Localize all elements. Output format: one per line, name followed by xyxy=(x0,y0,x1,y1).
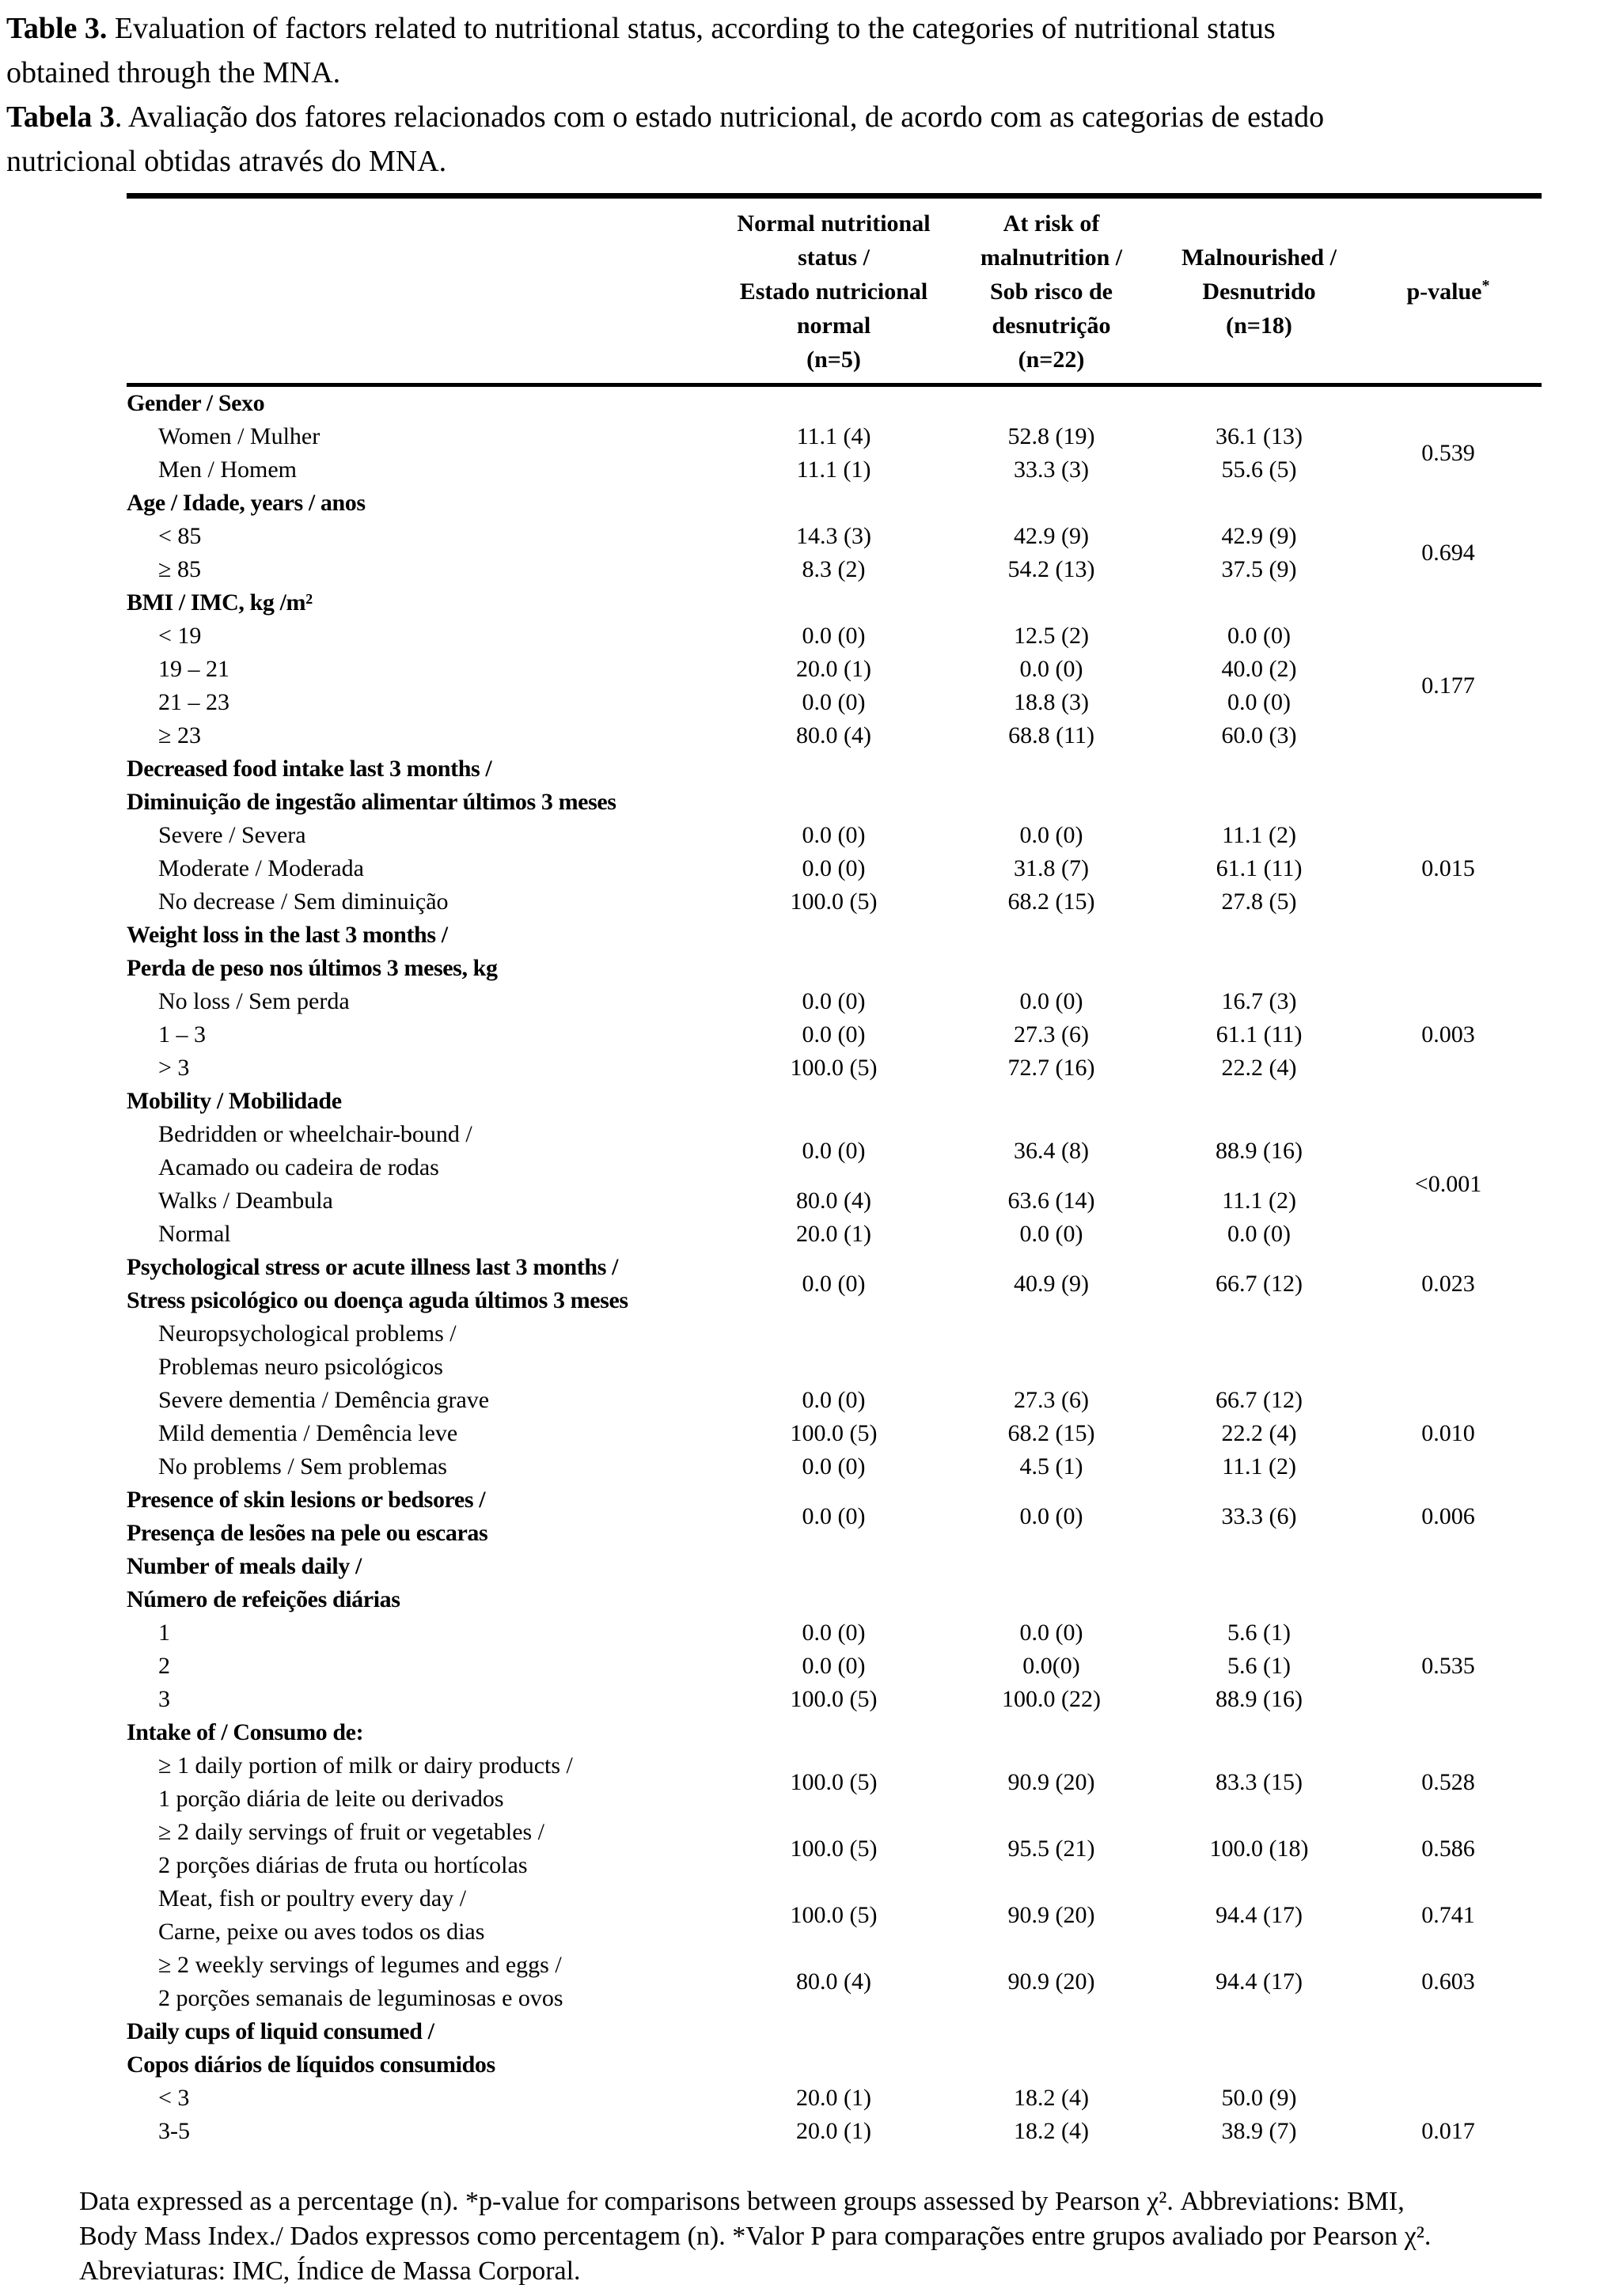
row-label xyxy=(127,1317,1542,1384)
row-label-line: ≥ 2 weekly servings of legumes and eggs / xyxy=(158,1952,562,1978)
value-cell: 4.5 (1) xyxy=(1019,1453,1083,1480)
table-row xyxy=(127,1417,1542,1450)
row-label xyxy=(127,520,728,553)
value-cell: 55.6 (5) xyxy=(1221,457,1297,483)
column-header xyxy=(1163,196,1355,385)
column-header-line: Normal nutritional xyxy=(737,210,931,237)
row-label xyxy=(127,1616,728,1650)
row-label-line: 2 porções diárias de fruta ou hortícolas xyxy=(158,1852,528,1878)
row-label xyxy=(127,1749,728,1816)
value-cell: 100.0 (5) xyxy=(790,888,878,915)
row-label-line: Severe / Severa xyxy=(158,822,306,848)
row-label xyxy=(127,885,728,919)
p-value-cell: 0.177 xyxy=(1421,673,1475,699)
row-label-line: Women / Mulher xyxy=(158,423,321,449)
value-cell: 0.0 (0) xyxy=(802,1021,866,1048)
p-value-cell: 0.539 xyxy=(1421,440,1475,466)
column-header-empty xyxy=(127,196,728,385)
footnote-line-3: Abreviaturas: IMC, Índice de Massa Corporal. xyxy=(79,2256,581,2286)
column-header-line: (n=5) xyxy=(806,347,861,373)
row-label xyxy=(127,1384,728,1417)
value-cell: 100.0 (5) xyxy=(790,1686,878,1712)
value-cell: 5.6 (1) xyxy=(1227,1620,1291,1646)
value-cell: 20.0 (1) xyxy=(796,1221,871,1247)
row-label-line: Men / Homem xyxy=(158,457,297,483)
value-cell: 37.5 (9) xyxy=(1221,556,1297,582)
row-label-line: Carne, peixe ou aves todos os dias xyxy=(158,1919,485,1945)
value-cell: 94.4 (17) xyxy=(1216,1968,1303,1995)
column-header-line: Desnutrido xyxy=(1202,278,1316,305)
row-label-line: Perda de peso nos últimos 3 meses, kg xyxy=(127,955,498,981)
column-header-line: normal xyxy=(796,313,871,339)
value-cell: 0.0 (0) xyxy=(802,1387,866,1413)
table-row xyxy=(127,420,1542,453)
row-label-line: BMI / IMC, kg /m² xyxy=(127,589,313,616)
value-cell: 8.3 (2) xyxy=(802,556,866,582)
table-row xyxy=(127,453,1542,487)
p-value-cell: 0.586 xyxy=(1421,1836,1475,1862)
value-cell: 68.2 (15) xyxy=(1007,1420,1095,1446)
value-cell: 0.0 (0) xyxy=(802,855,866,881)
table-row xyxy=(127,1882,1542,1949)
table-row xyxy=(127,653,1542,686)
value-cell: 0.0 (0) xyxy=(1019,1620,1083,1646)
row-label-line: Mobility / Mobilidade xyxy=(127,1088,342,1114)
row-label xyxy=(127,2082,728,2115)
value-cell: 11.1 (2) xyxy=(1222,1453,1296,1480)
value-cell: 11.1 (2) xyxy=(1222,1188,1296,1214)
row-label xyxy=(127,2115,728,2148)
row-label-line: Moderate / Moderada xyxy=(158,855,364,881)
row-label-line: 2 xyxy=(158,1653,170,1679)
row-label-line: 21 – 23 xyxy=(158,689,229,715)
row-label-line: Number of meals daily / xyxy=(127,1553,362,1579)
table-row xyxy=(127,686,1542,719)
column-header-line: Estado nutricional xyxy=(739,278,928,305)
row-label xyxy=(127,420,728,453)
value-cell: 33.3 (3) xyxy=(1014,457,1089,483)
footnote-line-2: Body Mass Index./ Dados expressos como percentagem (n). *Valor P para comparações entre grupos avaliado por Pearson χ². xyxy=(79,2222,1432,2251)
column-header-line: (n=18) xyxy=(1226,313,1292,339)
row-label xyxy=(127,653,728,686)
value-cell: 0.0 (0) xyxy=(802,1138,866,1164)
value-cell: 0.0 (0) xyxy=(802,1620,866,1646)
value-cell: 90.9 (20) xyxy=(1007,1902,1095,1928)
value-cell: 20.0 (1) xyxy=(796,2118,871,2144)
value-cell: 20.0 (1) xyxy=(796,656,871,682)
value-cell: 27.3 (6) xyxy=(1014,1387,1089,1413)
value-cell: 54.2 (13) xyxy=(1007,556,1095,582)
value-cell: 100.0 (5) xyxy=(790,1902,878,1928)
section-header-row-gender xyxy=(127,385,1542,421)
table-row xyxy=(127,2082,1542,2115)
value-cell: 0.0 (0) xyxy=(1019,1503,1083,1529)
row-label-line: ≥ 23 xyxy=(158,722,201,748)
value-cell: 16.7 (3) xyxy=(1221,988,1297,1014)
column-header-line: (n=22) xyxy=(1018,347,1085,373)
table-row xyxy=(127,1683,1542,1716)
row-label-line: Daily cups of liquid consumed / xyxy=(127,2018,434,2044)
table-row xyxy=(127,1949,1542,2015)
value-cell: 80.0 (4) xyxy=(796,722,871,748)
value-cell: 0.0 (0) xyxy=(802,1271,866,1297)
p-value-cell: 0.741 xyxy=(1421,1902,1475,1928)
header-row xyxy=(127,196,1542,385)
p-value-cell: 0.694 xyxy=(1421,540,1475,566)
section-header-row-bmi xyxy=(127,586,1542,619)
p-value-cell: 0.603 xyxy=(1421,1968,1475,1995)
table-row xyxy=(127,553,1542,586)
column-header-line: Malnourished / xyxy=(1182,244,1337,271)
table-row xyxy=(127,1384,1542,1417)
value-cell: 0.0 (0) xyxy=(802,1653,866,1679)
row-label xyxy=(127,487,1542,520)
value-cell: 38.9 (7) xyxy=(1221,2118,1297,2144)
row-label-line: 19 – 21 xyxy=(158,656,229,682)
value-cell: 0.0(0) xyxy=(1022,1653,1080,1679)
table-row xyxy=(127,885,1542,919)
section-header-row-weight-loss xyxy=(127,919,1542,985)
value-cell: 22.2 (4) xyxy=(1221,1055,1297,1081)
row-label xyxy=(127,719,728,752)
value-cell: 20.0 (1) xyxy=(796,2085,871,2111)
value-cell: 12.5 (2) xyxy=(1014,623,1089,649)
row-label xyxy=(127,985,728,1018)
value-cell: 90.9 (20) xyxy=(1007,1968,1095,1995)
value-cell: 27.8 (5) xyxy=(1221,888,1297,915)
row-label-line: Presença de lesões na pele ou escaras xyxy=(127,1520,488,1546)
value-cell: 83.3 (15) xyxy=(1216,1769,1303,1795)
nutritional-status-table xyxy=(127,193,1542,2148)
row-label-line: Normal xyxy=(158,1221,231,1247)
value-cell: 100.0 (18) xyxy=(1209,1836,1309,1862)
value-cell: 11.1 (4) xyxy=(796,423,871,449)
value-cell: 94.4 (17) xyxy=(1216,1902,1303,1928)
row-label-line: Neuropsychological problems / xyxy=(158,1320,457,1347)
row-label-line: 2 porções semanais de leguminosas e ovos xyxy=(158,1985,563,2011)
value-cell: 36.4 (8) xyxy=(1014,1138,1089,1164)
value-cell: 0.0 (0) xyxy=(802,623,866,649)
p-value-cell: 0.535 xyxy=(1421,1653,1475,1679)
section-header-row-skin-lesions xyxy=(127,1483,1542,1550)
table-row xyxy=(127,985,1542,1018)
row-label xyxy=(127,1716,1542,1749)
value-cell: 88.9 (16) xyxy=(1216,1138,1303,1164)
value-cell: 52.8 (19) xyxy=(1007,423,1095,449)
column-header-line: At risk of xyxy=(1003,210,1100,237)
row-label-line: No decrease / Sem diminuição xyxy=(158,888,449,915)
table-row xyxy=(127,852,1542,885)
table-row xyxy=(127,719,1542,752)
row-label-line: 1 xyxy=(158,1620,170,1646)
row-label xyxy=(127,619,728,653)
table-row xyxy=(127,1051,1542,1085)
section-header-row-mobility xyxy=(127,1085,1542,1118)
caption-text-pt: . Avaliação dos fatores relacionados com o estado nutricional, de acordo com as categorias de estado xyxy=(114,100,1325,134)
column-header-line: malnutrition / xyxy=(980,244,1123,271)
row-label-line: Copos diários de líquidos consumidos xyxy=(127,2052,495,2078)
row-label-line: Age / Idade, years / anos xyxy=(127,490,366,516)
row-label xyxy=(127,1683,728,1716)
row-label xyxy=(127,453,728,487)
table-row xyxy=(127,1218,1542,1251)
value-cell: 80.0 (4) xyxy=(796,1188,871,1214)
value-cell: 0.0 (0) xyxy=(802,988,866,1014)
row-label-line: > 3 xyxy=(158,1055,190,1081)
caption-line-en-2: obtained through the MNA. xyxy=(6,56,341,89)
section-header-row-food-intake xyxy=(127,752,1542,819)
p-value-cell: <0.001 xyxy=(1414,1171,1482,1197)
value-cell: 18.2 (4) xyxy=(1014,2085,1089,2111)
row-label-line: ≥ 85 xyxy=(158,556,201,582)
row-label-line: ≥ 1 daily portion of milk or dairy products / xyxy=(158,1752,573,1779)
value-cell: 42.9 (9) xyxy=(1014,523,1089,549)
value-cell: 22.2 (4) xyxy=(1221,1420,1297,1446)
caption-text-en: Evaluation of factors related to nutritional status, according to the categories of nutritional status xyxy=(107,12,1276,45)
row-label xyxy=(127,752,1542,819)
row-label-line: Presence of skin lesions or bedsores / xyxy=(127,1487,486,1513)
row-label-line: Gender / Sexo xyxy=(127,390,265,416)
p-value-cell: 0.015 xyxy=(1421,855,1475,881)
row-label xyxy=(127,1483,728,1550)
value-cell: 100.0 (5) xyxy=(790,1836,878,1862)
value-cell: 66.7 (12) xyxy=(1216,1387,1303,1413)
value-cell: 0.0 (0) xyxy=(802,689,866,715)
row-label xyxy=(127,1949,728,2015)
row-label-line: < 19 xyxy=(158,623,202,649)
section-header-row-psych-stress xyxy=(127,1251,1542,1317)
row-label-line: Mild dementia / Demência leve xyxy=(158,1420,458,1446)
column-header-line: Sob risco de xyxy=(989,278,1113,305)
column-header-label: p-value xyxy=(1406,278,1482,305)
value-cell: 18.2 (4) xyxy=(1014,2118,1089,2144)
table-row xyxy=(127,619,1542,653)
section-header-row-neuropsych xyxy=(127,1317,1542,1384)
value-cell: 5.6 (1) xyxy=(1227,1653,1291,1679)
value-cell: 61.1 (11) xyxy=(1216,1021,1303,1048)
row-label xyxy=(127,1085,1542,1118)
value-cell: 61.1 (11) xyxy=(1216,855,1303,881)
value-cell: 100.0 (22) xyxy=(1002,1686,1101,1712)
value-cell: 0.0 (0) xyxy=(802,822,866,848)
value-cell: 90.9 (20) xyxy=(1007,1769,1095,1795)
row-label-line: Meat, fish or poultry every day / xyxy=(158,1885,467,1911)
row-label-line: 3 xyxy=(158,1686,170,1712)
p-value-cell: 0.010 xyxy=(1421,1420,1475,1446)
value-cell: 0.0 (0) xyxy=(1227,623,1291,649)
value-cell: 33.3 (6) xyxy=(1221,1503,1297,1529)
row-label xyxy=(127,553,728,586)
row-label xyxy=(127,1051,728,1085)
value-cell: 0.0 (0) xyxy=(1019,988,1083,1014)
section-header-row-age xyxy=(127,487,1542,520)
row-label-line: ≥ 2 daily servings of fruit or vegetables / xyxy=(158,1819,545,1845)
table-row xyxy=(127,1450,1542,1483)
row-label-line: Acamado ou cadeira de rodas xyxy=(158,1154,439,1180)
value-cell: 100.0 (5) xyxy=(790,1055,878,1081)
row-label xyxy=(127,1218,728,1251)
value-cell: 0.0 (0) xyxy=(1019,822,1083,848)
row-label xyxy=(127,686,728,719)
table-row xyxy=(127,2115,1542,2148)
footnote-line-1: Data expressed as a percentage (n). *p-value for comparisons between groups assessed by Pearson χ². Abbreviations: BMI, xyxy=(79,2187,1405,2216)
caption-line-pt-1 xyxy=(6,95,1612,139)
row-label-line: < 85 xyxy=(158,523,202,549)
column-header-line: status / xyxy=(798,244,870,271)
value-cell: 0.0 (0) xyxy=(1227,1221,1291,1247)
row-label-line: Problemas neuro psicológicos xyxy=(158,1354,443,1380)
row-label xyxy=(127,2015,1542,2082)
section-header-row-liquids xyxy=(127,2015,1542,2082)
row-label-line: Decreased food intake last 3 months / xyxy=(127,756,492,782)
caption-table-number-en: Table 3. xyxy=(6,12,108,45)
value-cell: 0.0 (0) xyxy=(802,1453,866,1480)
table-row xyxy=(127,1018,1542,1051)
p-value-cell: 0.006 xyxy=(1421,1503,1475,1529)
row-label-line: Psychological stress or acute illness last 3 months / xyxy=(127,1254,619,1280)
row-label xyxy=(127,852,728,885)
section-header-row-intake xyxy=(127,1716,1542,1749)
table-body xyxy=(127,385,1542,2149)
p-value-cell: 0.017 xyxy=(1421,2118,1475,2144)
value-cell: 100.0 (5) xyxy=(790,1420,878,1446)
row-label-line: 1 – 3 xyxy=(158,1021,206,1048)
table-caption xyxy=(6,6,1612,184)
column-header-superscript: * xyxy=(1481,277,1490,294)
row-label-line: Bedridden or wheelchair-bound / xyxy=(158,1121,472,1147)
value-cell: 80.0 (4) xyxy=(796,1968,871,1995)
row-label xyxy=(127,586,1542,619)
value-cell: 50.0 (9) xyxy=(1221,2085,1297,2111)
value-cell: 68.8 (11) xyxy=(1008,722,1094,748)
value-cell: 66.7 (12) xyxy=(1216,1271,1303,1297)
caption-table-number-pt: Tabela 3 xyxy=(6,100,115,134)
value-cell: 27.3 (6) xyxy=(1014,1021,1089,1048)
row-label xyxy=(127,1450,728,1483)
row-label xyxy=(127,1550,1542,1616)
row-label xyxy=(127,1251,728,1317)
row-label-line: 3-5 xyxy=(158,2118,190,2144)
row-label xyxy=(127,1417,728,1450)
value-cell: 100.0 (5) xyxy=(790,1769,878,1795)
value-cell: 42.9 (9) xyxy=(1221,523,1297,549)
value-cell: 11.1 (1) xyxy=(796,457,871,483)
row-label-line: Diminuição de ingestão alimentar últimos 3 meses xyxy=(127,789,616,815)
table-row xyxy=(127,819,1542,852)
column-header xyxy=(728,196,939,385)
table-row xyxy=(127,1616,1542,1650)
row-label-line: No problems / Sem problemas xyxy=(158,1453,447,1480)
table-row xyxy=(127,520,1542,553)
value-cell: 11.1 (2) xyxy=(1222,822,1296,848)
value-cell: 0.0 (0) xyxy=(802,1503,866,1529)
value-cell: 72.7 (16) xyxy=(1007,1055,1095,1081)
row-label xyxy=(127,819,728,852)
table-row xyxy=(127,1749,1542,1816)
value-cell: 88.9 (16) xyxy=(1216,1686,1303,1712)
table-row xyxy=(127,1816,1542,1882)
row-label-line: < 3 xyxy=(158,2085,190,2111)
table-footnote xyxy=(79,2184,1612,2289)
value-cell: 40.0 (2) xyxy=(1221,656,1297,682)
row-label xyxy=(127,919,1542,985)
p-value-cell: 0.003 xyxy=(1421,1021,1475,1048)
table-row xyxy=(127,1184,1542,1218)
caption-line-en-1 xyxy=(6,6,1612,51)
table-row xyxy=(127,1118,1542,1184)
row-label xyxy=(127,1816,728,1882)
column-header-line: desnutrição xyxy=(992,313,1111,339)
value-cell: 0.0 (0) xyxy=(1227,689,1291,715)
row-label-line: Número de refeições diárias xyxy=(127,1586,400,1612)
row-label-line: No loss / Sem perda xyxy=(158,988,350,1014)
row-label-line: Severe dementia / Demência grave xyxy=(158,1387,490,1413)
row-label xyxy=(127,385,1542,421)
p-value-cell: 0.023 xyxy=(1421,1271,1475,1297)
row-label-line: Intake of / Consumo de: xyxy=(127,1719,364,1745)
value-cell: 63.6 (14) xyxy=(1007,1188,1095,1214)
column-header xyxy=(1355,196,1542,385)
value-cell: 14.3 (3) xyxy=(796,523,871,549)
row-label xyxy=(127,1018,728,1051)
row-label xyxy=(127,1650,728,1683)
value-cell: 31.8 (7) xyxy=(1014,855,1089,881)
section-header-row-meals xyxy=(127,1550,1542,1616)
row-label xyxy=(127,1882,728,1949)
row-label xyxy=(127,1118,728,1184)
table-row xyxy=(127,1650,1542,1683)
caption-line-pt-2: nutricional obtidas através do MNA. xyxy=(6,145,447,178)
value-cell: 0.0 (0) xyxy=(1019,1221,1083,1247)
value-cell: 40.9 (9) xyxy=(1014,1271,1089,1297)
table-header xyxy=(127,196,1542,385)
row-label-line: Weight loss in the last 3 months / xyxy=(127,922,448,948)
row-label-line: Walks / Deambula xyxy=(158,1188,333,1214)
value-cell: 0.0 (0) xyxy=(1019,656,1083,682)
value-cell: 18.8 (3) xyxy=(1014,689,1089,715)
column-header xyxy=(939,196,1163,385)
value-cell: 68.2 (15) xyxy=(1007,888,1095,915)
p-value-cell: 0.528 xyxy=(1421,1769,1475,1795)
value-cell: 95.5 (21) xyxy=(1007,1836,1095,1862)
row-label-line: Stress psicológico ou doença aguda últimos 3 meses xyxy=(127,1287,628,1313)
value-cell: 60.0 (3) xyxy=(1221,722,1297,748)
value-cell: 36.1 (13) xyxy=(1216,423,1303,449)
row-label-line: 1 porção diária de leite ou derivados xyxy=(158,1786,504,1812)
row-label xyxy=(127,1184,728,1218)
